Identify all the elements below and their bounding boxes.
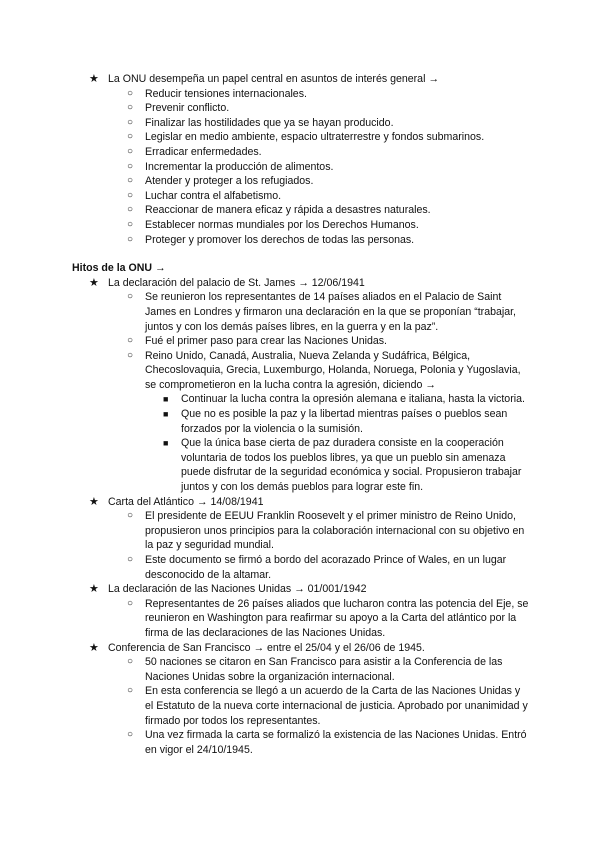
list-item: [0, 509, 600, 553]
circle-bullet-icon: ○: [127, 656, 134, 668]
list-item-text: Reaccionar de manera eficaz y rápida a desastres naturales.: [145, 204, 431, 217]
list-item: [0, 655, 600, 684]
circle-bullet-icon: ○: [127, 175, 134, 187]
section-heading: Hitos de la ONU →: [72, 262, 166, 275]
circle-bullet-icon: ○: [127, 204, 134, 216]
circle-bullet-icon: ○: [127, 131, 134, 143]
sub-list-item-text: Que no es posible la paz y la libertad mientras países o pueblos sean forzados por la violencia o la sumisión.: [181, 408, 508, 435]
circle-bullet-icon: ○: [127, 510, 134, 522]
list-item-text: Reducir tensiones internacionales.: [145, 87, 307, 100]
square-bullet-icon: ■: [163, 438, 169, 449]
spacer: [0, 247, 600, 261]
list-item-text: Prevenir conflicto.: [145, 102, 230, 115]
list-item-text: Proteger y promover los derechos de todas las personas.: [145, 233, 415, 246]
circle-bullet-icon: ○: [127, 160, 134, 172]
circle-bullet-icon: ○: [127, 87, 134, 99]
list-item: [0, 290, 600, 334]
list-item: [0, 101, 600, 116]
list-item-text: Establecer normas mundiales por los Derechos Humanos.: [145, 218, 419, 231]
square-bullet-icon: ■: [163, 394, 169, 405]
circle-bullet-icon: ○: [127, 102, 134, 114]
list-item-text: Este documento se firmó a bordo del acorazado Prince of Wales, en un lugar desconocido de la altamar.: [145, 554, 507, 581]
hito-declaracion-naciones-unidas: [0, 582, 600, 597]
hito-title: La declaración de las Naciones Unidas → 01/001/1942: [108, 583, 367, 596]
circle-bullet-icon: ○: [127, 291, 134, 303]
sub-list-item-text: Que la única base cierta de paz duradera consiste en la cooperación voluntaria de todos los pueblos libres, ya que un pueblo sin amenaza puede disfrutar de la seguridad económica y social. Propusieron trabajar juntos y con los demás pueblos para lograr este fin.: [181, 437, 522, 494]
document-page: [0, 72, 600, 757]
intro-bullet: [0, 72, 600, 87]
circle-bullet-icon: ○: [127, 729, 134, 741]
list-item-text: Una vez firmada la carta se formalizó la existencia de las Naciones Unidas. Entró en vigor el 24/10/1945.: [145, 729, 527, 756]
list-item: [0, 349, 600, 393]
list-item-text: En esta conferencia se llegó a un acuerdo de la Carta de las Naciones Unidas y el Estatuto de la nueva corte internacional de justicia. Aprobado por unanimidad y firmado por todos los representantes.: [145, 685, 528, 727]
list-item: [0, 597, 600, 641]
star-bullet-icon: ★: [89, 73, 99, 85]
list-item-text: Representantes de 26 países aliados que lucharon contra las potencia del Eje, se reunieron en Washington para reafirmar su apoyo a la Carta del atlántico por la firma de las declaraciones de las Naciones Unidas.: [145, 597, 529, 639]
circle-bullet-icon: ○: [127, 597, 134, 609]
list-item-text: Legislar en medio ambiente, espacio ultraterrestre y fondos submarinos.: [145, 131, 485, 144]
hito-title: Conferencia de San Francisco → entre el 25/04 y el 26/06 de 1945.: [108, 641, 425, 654]
list-item: [0, 553, 600, 582]
star-bullet-icon: ★: [89, 495, 99, 508]
list-item-text: Se reunieron los representantes de 14 países aliados en el Palacio de Saint James en Londres y firmaron una declaración en la que se proponían “trabajar, juntos y con los demás países libres, en la guerra y en la paz”.: [145, 291, 517, 333]
list-item: [0, 233, 600, 248]
list-item: [0, 145, 600, 160]
sub-list-item: [0, 392, 600, 407]
list-item: [0, 189, 600, 204]
list-item-text: Reino Unido, Canadá, Australia, Nueva Zelanda y Sudáfrica, Bélgica, Checoslovaquia, Grecia, Luxemburgo, Holanda, Noruega, Polonia y Yugoslavia, se comprometieron en la lucha contra la agresión, diciendo →: [145, 349, 521, 391]
circle-bullet-icon: ○: [127, 233, 134, 245]
hito-conferencia-san-francisco: [0, 641, 600, 656]
circle-bullet-icon: ○: [127, 685, 134, 697]
list-item: [0, 160, 600, 175]
circle-bullet-icon: ○: [127, 554, 134, 565]
list-item-text: Erradicar enfermedades.: [145, 145, 262, 158]
star-bullet-icon: ★: [89, 583, 99, 596]
list-item: [0, 87, 600, 102]
circle-bullet-icon: ○: [127, 349, 134, 361]
star-bullet-icon: ★: [89, 641, 99, 654]
list-item-text: Fué el primer paso para crear las Naciones Unidas.: [145, 335, 388, 348]
list-item: [0, 130, 600, 145]
square-bullet-icon: ■: [163, 409, 169, 420]
list-item: [0, 684, 600, 728]
circle-bullet-icon: ○: [127, 335, 134, 347]
list-item: [0, 203, 600, 218]
hito-st-james: [0, 276, 600, 291]
circle-bullet-icon: ○: [127, 189, 134, 201]
star-bullet-icon: ★: [89, 276, 99, 289]
list-item-text: Luchar contra el alfabetismo.: [145, 189, 282, 202]
circle-bullet-icon: ○: [127, 145, 134, 157]
sub-list-item: [0, 407, 600, 436]
list-item: [0, 116, 600, 131]
sub-list-item-text: Continuar la lucha contra la opresión alemana e italiana, hasta la victoria.: [181, 393, 525, 406]
list-item: [0, 174, 600, 189]
list-item: [0, 334, 600, 349]
hito-title: Carta del Atlántico → 14/08/1941: [108, 495, 264, 508]
list-item: [0, 728, 600, 757]
circle-bullet-icon: ○: [127, 218, 134, 230]
circle-bullet-icon: ○: [127, 116, 134, 128]
list-item-text: 50 naciones se citaron en San Francisco para asistir a la Conferencia de las Naciones Unidas sobre la organización internacional.: [145, 656, 503, 683]
list-item-text: Finalizar las hostilidades que ya se hayan producido.: [145, 116, 394, 129]
hito-title: La declaración del palacio de St. James → 12/06/1941: [108, 276, 365, 289]
list-item-text: Atender y proteger a los refugiados.: [145, 175, 314, 188]
list-item-text: Incrementar la producción de alimentos.: [145, 160, 334, 173]
hito-carta-atlantico: [0, 495, 600, 510]
list-item: [0, 218, 600, 233]
list-item-text: El presidente de EEUU Franklin Roosevelt y el primer ministro de Reino Unido, propusieron unos principios para la colaboración internacional con su objetivo en la paz y seguridad mundial.: [145, 510, 525, 552]
sub-list-item: [0, 436, 600, 494]
intro-text: La ONU desempeña un papel central en asuntos de interés general →: [108, 73, 439, 85]
